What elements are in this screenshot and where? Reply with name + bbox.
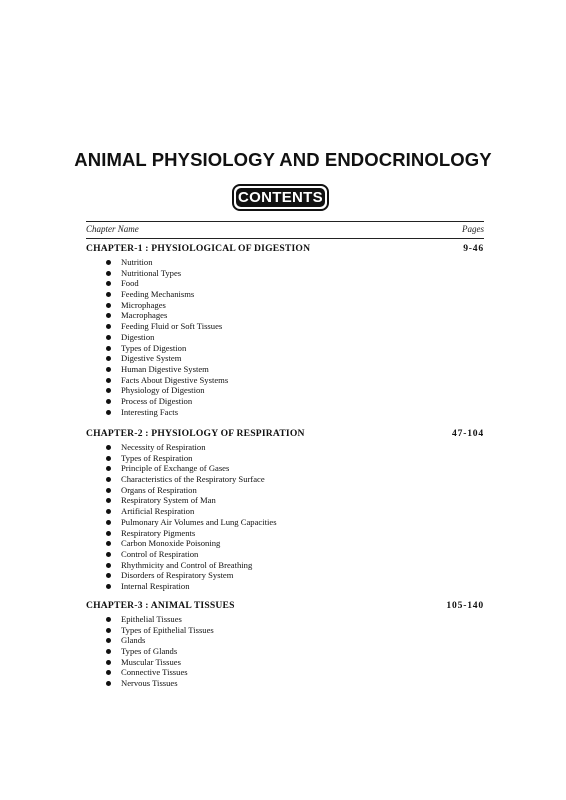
topic-item: [106, 517, 277, 528]
topic-label: Facts About Digestive Systems: [121, 374, 229, 385]
topic-item: [106, 321, 228, 332]
topic-label: Feeding Mechanisms: [121, 289, 195, 300]
topic-item: [106, 442, 277, 453]
topic-item: [106, 268, 228, 279]
topic-label: Food: [121, 278, 139, 289]
bullet-icon: [106, 584, 111, 589]
topic-item: [106, 364, 228, 375]
chapter-title: CHAPTER-1 : PHYSIOLOGICAL OF DIGESTION: [86, 243, 311, 254]
contents-badge: [232, 184, 329, 211]
topic-item: [106, 343, 228, 354]
topic-label: Types of Digestion: [121, 342, 187, 353]
bullet-icon: [106, 649, 111, 654]
topic-label: Interesting Facts: [121, 406, 179, 417]
chapter-pages: 9-46: [463, 243, 484, 254]
topic-label: Artificial Respiration: [121, 506, 195, 517]
bullet-icon: [106, 670, 111, 675]
topic-label: Epithelial Tissues: [121, 614, 182, 624]
bullet-icon: [106, 520, 111, 525]
topic-label: Control of Respiration: [121, 548, 199, 559]
topic-item: [106, 300, 228, 311]
topic-item: [106, 453, 277, 464]
topic-item: [106, 278, 228, 289]
pages-header: Pages: [462, 224, 484, 234]
topic-label: Glands: [121, 635, 146, 646]
topic-label: Disorders of Respiratory System: [121, 570, 234, 581]
topic-label: Types of Respiration: [121, 452, 193, 463]
topic-label: Macrophages: [121, 310, 168, 321]
chapter-2-topic-list: [106, 442, 277, 592]
topic-label: Nutrition: [121, 257, 153, 267]
topic-label: Characteristics of the Respiratory Surface: [121, 474, 265, 485]
page-title: ANIMAL PHYSIOLOGY AND ENDOCRINOLOGY: [74, 149, 492, 170]
bullet-icon: [106, 498, 111, 503]
chapter-1-topic-list: [106, 257, 228, 417]
bullet-icon: [106, 388, 111, 393]
bullet-icon: [106, 324, 111, 329]
topic-label: Types of Epithelial Tissues: [121, 624, 214, 635]
chapter-3-topic-list: [106, 614, 214, 689]
bullet-icon: [106, 552, 111, 557]
topic-item: [106, 506, 277, 517]
bullet-icon: [106, 346, 111, 351]
bullet-icon: [106, 335, 111, 340]
topic-label: Rhythmicity and Control of Breathing: [121, 559, 253, 570]
topic-label: Digestive System: [121, 353, 182, 364]
topic-label: Feeding Fluid or Soft Tissues: [121, 321, 223, 332]
bullet-icon: [106, 541, 111, 546]
contents-label: CONTENTS: [236, 188, 325, 207]
topic-item: [106, 385, 228, 396]
topic-item: [106, 678, 214, 689]
topic-item: [106, 474, 277, 485]
topic-item: [106, 257, 228, 268]
topic-item: [106, 581, 277, 592]
topic-item: [106, 635, 214, 646]
bullet-icon: [106, 292, 111, 297]
topic-label: Nutritional Types: [121, 267, 182, 278]
chapter-title: CHAPTER-2 : PHYSIOLOGY OF RESPIRATION: [86, 428, 305, 439]
bullet-icon: [106, 681, 111, 686]
topic-item: [106, 625, 214, 636]
topic-label: Nervous Tissues: [121, 678, 178, 689]
bullet-icon: [106, 509, 111, 514]
chapter-heading-1: [86, 243, 484, 256]
topic-label: Carbon Monoxide Poisoning: [121, 538, 221, 549]
bullet-icon: [106, 477, 111, 482]
topic-item: [106, 310, 228, 321]
topic-label: Digestion: [121, 331, 155, 342]
bullet-icon: [106, 466, 111, 471]
bullet-icon: [106, 356, 111, 361]
topic-label: Human Digestive System: [121, 363, 209, 374]
bullet-icon: [106, 281, 111, 286]
chapter-pages: 105-140: [446, 600, 484, 611]
topic-label: Connective Tissues: [121, 667, 188, 678]
topic-label: Principle of Exchange of Gases: [121, 463, 230, 474]
topic-label: Types of Glands: [121, 646, 178, 657]
topic-label: Necessity of Respiration: [121, 442, 206, 452]
topic-item: [106, 463, 277, 474]
topic-item: [106, 375, 228, 386]
chapter-heading-3: [86, 600, 484, 613]
topic-item: [106, 485, 277, 496]
bullet-icon: [106, 660, 111, 665]
topic-item: [106, 289, 228, 300]
bullet-icon: [106, 378, 111, 383]
bullet-icon: [106, 617, 111, 622]
topic-item: [106, 528, 277, 539]
bullet-icon: [106, 410, 111, 415]
topic-item: [106, 332, 228, 343]
bullet-icon: [106, 628, 111, 633]
bullet-icon: [106, 367, 111, 372]
bullet-icon: [106, 563, 111, 568]
bullet-icon: [106, 456, 111, 461]
topic-item: [106, 396, 228, 407]
topic-label: Muscular Tissues: [121, 656, 181, 667]
bullet-icon: [106, 531, 111, 536]
topic-label: Microphages: [121, 299, 166, 310]
topic-item: [106, 614, 214, 625]
topic-item: [106, 538, 277, 549]
bullet-icon: [106, 638, 111, 643]
topic-label: Internal Respiration: [121, 580, 190, 591]
bullet-icon: [106, 271, 111, 276]
bullet-icon: [106, 399, 111, 404]
topic-item: [106, 560, 277, 571]
bullet-icon: [106, 573, 111, 578]
chapter-name-header: Chapter Name: [86, 224, 139, 234]
topic-label: Process of Digestion: [121, 395, 193, 406]
topic-item: [106, 667, 214, 678]
chapter-pages: 47-104: [452, 428, 484, 439]
topic-item: [106, 353, 228, 364]
chapter-heading-2: [86, 428, 484, 441]
bullet-icon: [106, 260, 111, 265]
bullet-icon: [106, 445, 111, 450]
topic-item: [106, 657, 214, 668]
topic-item: [106, 549, 277, 560]
bullet-icon: [106, 313, 111, 318]
bullet-icon: [106, 488, 111, 493]
chapter-title: CHAPTER-3 : ANIMAL TISSUES: [86, 600, 235, 611]
topic-label: Organs of Respiration: [121, 484, 197, 495]
topic-label: Respiratory Pigments: [121, 527, 196, 538]
topic-item: [106, 570, 277, 581]
toc-header-row: [86, 221, 484, 239]
bullet-icon: [106, 303, 111, 308]
topic-label: Respiratory System of Man: [121, 495, 216, 506]
topic-item: [106, 646, 214, 657]
topic-item: [106, 495, 277, 506]
topic-label: Pulmonary Air Volumes and Lung Capacities: [121, 516, 277, 527]
topic-label: Physiology of Digestion: [121, 385, 205, 396]
topic-item: [106, 407, 228, 418]
